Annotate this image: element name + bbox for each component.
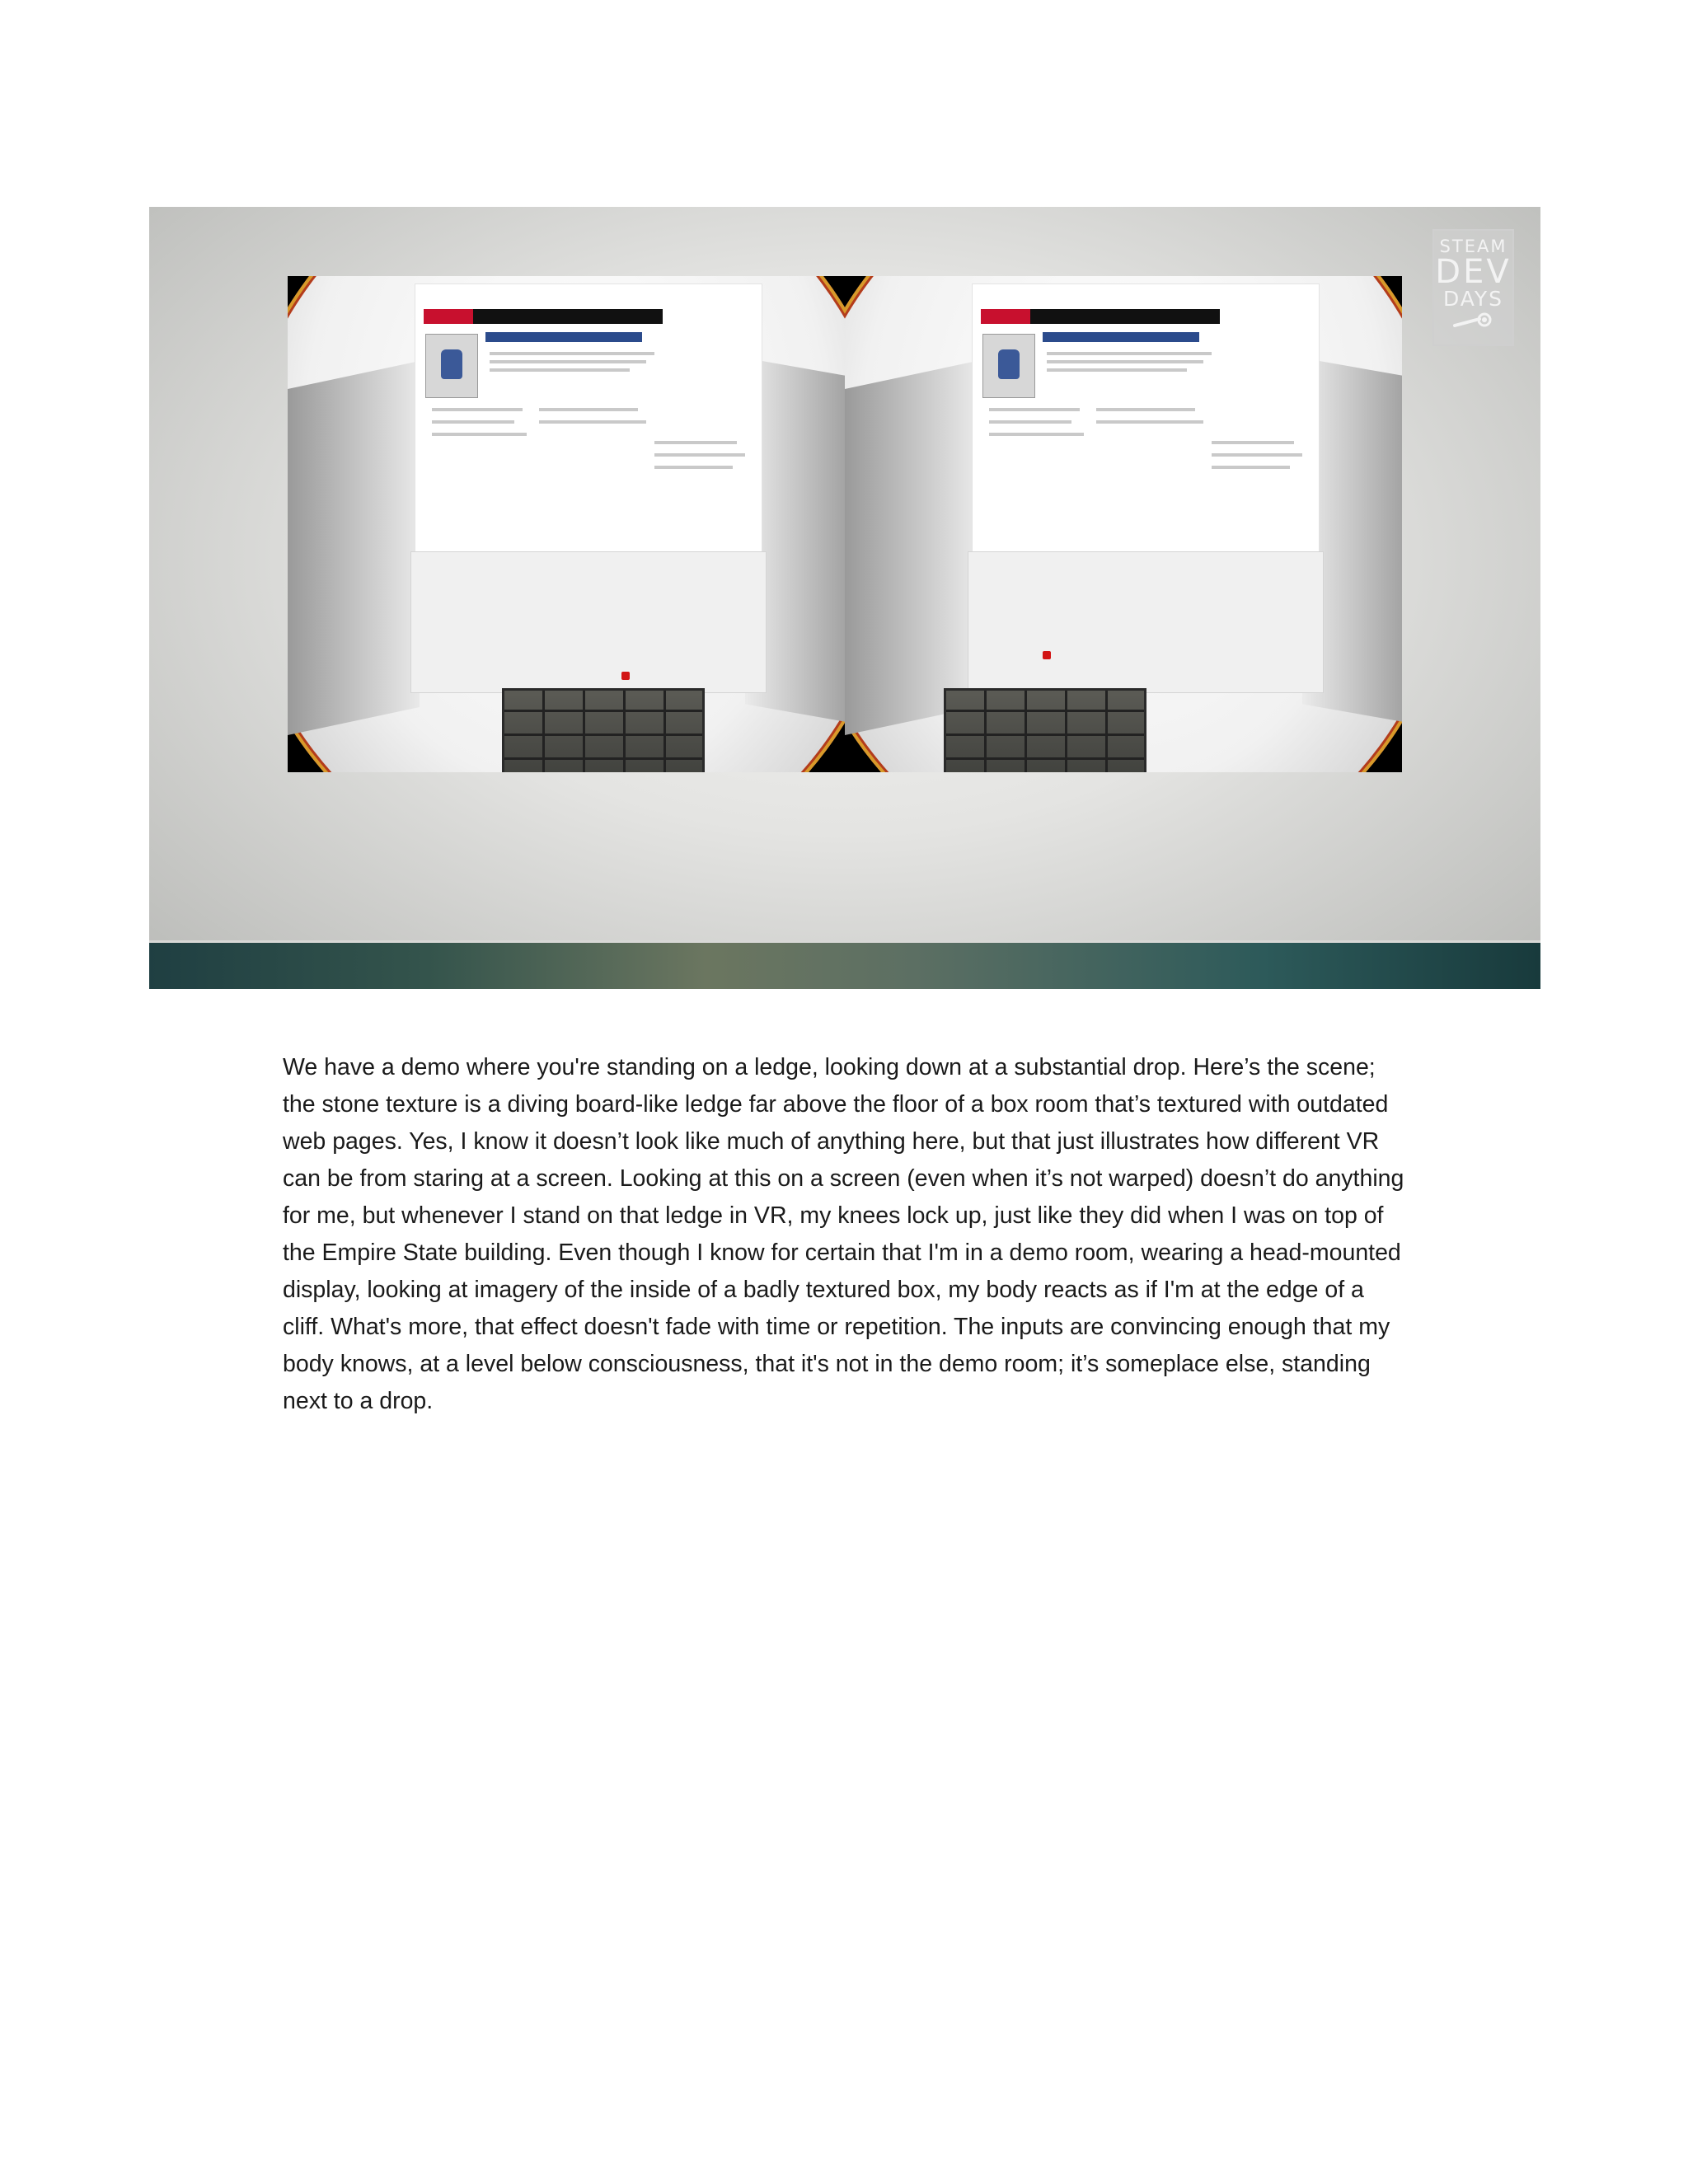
- thumbs-up-icon: [998, 349, 1020, 379]
- breaking-news-tag: [981, 309, 1030, 324]
- breaking-news-bar: [424, 309, 663, 324]
- like-thumbnail: [982, 334, 1035, 398]
- text-line: [1047, 352, 1212, 355]
- text-line: [490, 352, 654, 355]
- like-thumbnail: [425, 334, 478, 398]
- text-line: [1096, 408, 1195, 411]
- text-line: [1212, 466, 1290, 469]
- steam-dev-days-logo: [1432, 229, 1514, 346]
- text-line: [539, 408, 638, 411]
- marker: [1043, 651, 1051, 659]
- text-line: [1047, 360, 1203, 363]
- text-line: [1212, 453, 1302, 457]
- text-line: [1047, 368, 1187, 372]
- text-line: [1212, 441, 1294, 444]
- breaking-news-bar: [981, 309, 1220, 324]
- text-line: [989, 408, 1080, 411]
- text-line: [989, 420, 1071, 424]
- web-page-texture: [973, 284, 1319, 556]
- text-line: [654, 453, 745, 457]
- marker: [621, 672, 630, 680]
- text-line: [432, 420, 514, 424]
- text-line: [1096, 420, 1203, 424]
- logo-line-days: DAYS: [1442, 287, 1504, 311]
- text-line: [539, 420, 646, 424]
- web-page-texture: [415, 284, 762, 556]
- headline-bar: [485, 332, 642, 342]
- side-wall: [845, 361, 977, 735]
- side-wall: [288, 361, 420, 735]
- web-page-texture: [968, 552, 1323, 692]
- text-line: [654, 466, 733, 469]
- web-page-texture: [411, 552, 766, 692]
- stereo-vr-view: [288, 276, 1402, 772]
- text-line: [432, 433, 527, 436]
- headline-bar: [1043, 332, 1199, 342]
- logo-line-dev: DEV: [1435, 253, 1512, 291]
- breaking-news-tag: [424, 309, 473, 324]
- text-line: [989, 433, 1084, 436]
- text-line: [490, 368, 630, 372]
- text-line: [654, 441, 737, 444]
- text-line: [490, 360, 646, 363]
- stone-ledge: [502, 688, 705, 772]
- right-eye-view: [845, 276, 1402, 772]
- slide-image: [149, 207, 1540, 989]
- slide-footer-band: [149, 943, 1540, 989]
- left-eye-view: [288, 276, 845, 772]
- steam-icon: [1451, 312, 1496, 330]
- thumbs-up-icon: [441, 349, 462, 379]
- body-paragraph: We have a demo where you're standing on a ledge, looking down at a substantial drop. Here’s the scene; the stone texture is a diving board-like ledge far above the floor of a box room that’s textured with outdated web pages. Yes, I know it doesn’t look like much of anything here, but that just illustrates how different VR can be from staring at a screen. Looking at this on a screen (even when it’s not warped) doesn’t do anything for me, but whenever I stand on that ledge in VR, my knees lock up, just like they did when I was on top of the Empire State building. Even though I know for certain that I'm in a demo room, wearing a head-mounted display, looking at imagery of the inside of a badly textured box, my body reacts as if I'm at the edge of a cliff. What's more, that effect doesn't fade with time or repetition. The inputs are convincing enough that my body knows, at a level below consciousness, that it's not in the demo room; it’s someplace else, standing next to a drop.: [283, 1054, 1404, 1414]
- stone-ledge: [944, 688, 1146, 772]
- logo-line-steam: STEAM: [1439, 237, 1507, 256]
- text-line: [432, 408, 523, 411]
